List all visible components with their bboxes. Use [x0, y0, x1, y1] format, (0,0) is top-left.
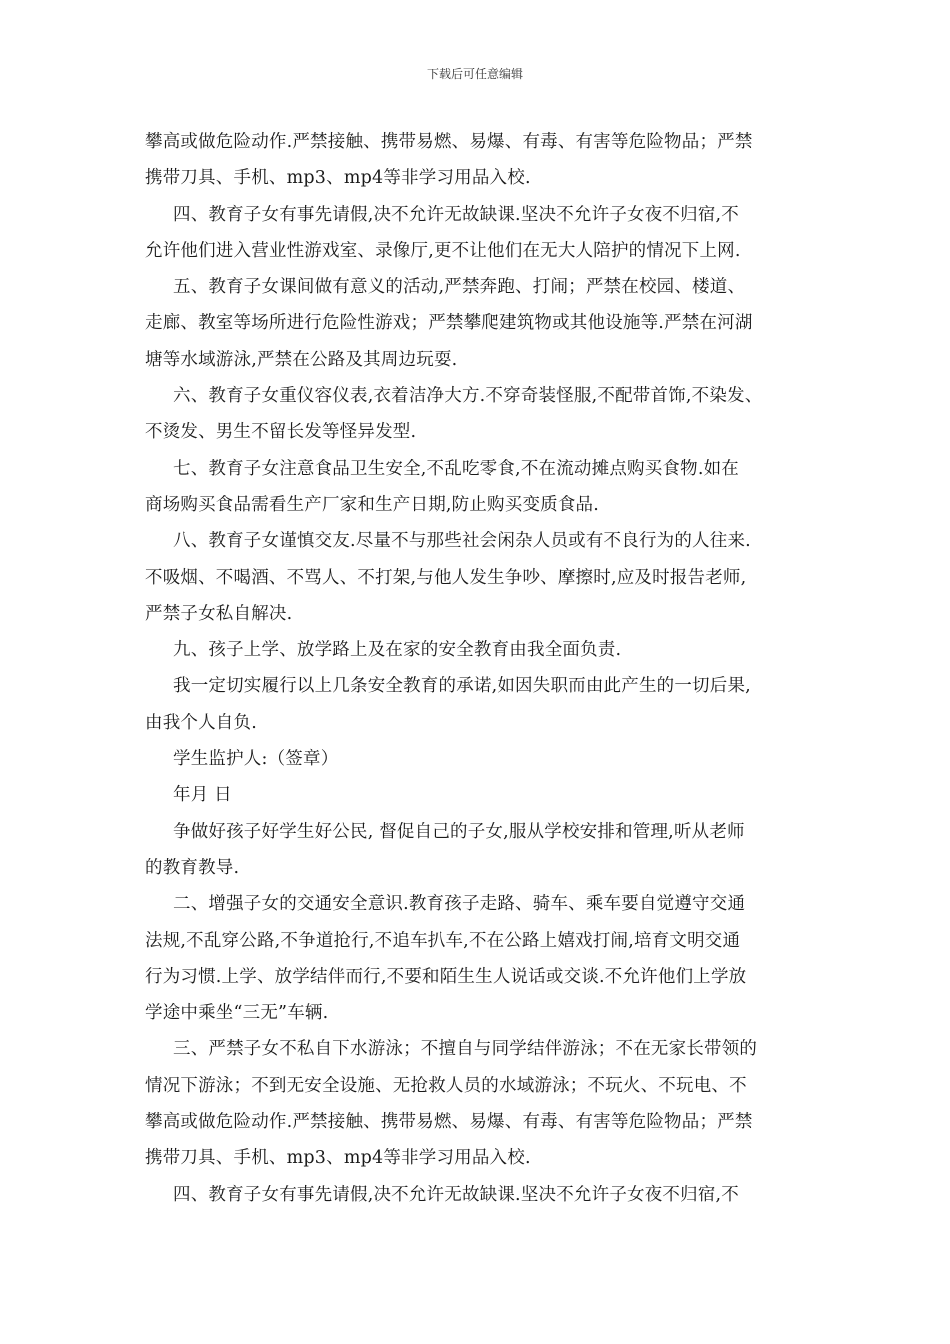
text-line: 严禁子女私自解决.	[145, 603, 293, 624]
text-line: 九、孩子上学、放学路上及在家的安全教育由我全面负责.	[173, 640, 622, 661]
text-line: 四、教育子女有事先请假,决不允许无故缺课.坚决不允许子女夜不归宿,不	[173, 204, 739, 225]
text-line: 攀高或做危险动作.严禁接触、携带易燃、易爆、有毒、有害等危险物品；严禁	[145, 132, 753, 152]
text-line: 四、教育子女有事先请假,决不允许无故缺课.坚决不允许子女夜不归宿,不	[173, 1184, 739, 1205]
text-line: 五、教育子女课间做有意义的活动,严禁奔跑、打闹；严禁在校园、楼道、	[173, 277, 746, 298]
text-line: 争做好孩子好学生好公民, 督促自己的子女,服从学校安排和管理,听从老师	[173, 821, 745, 842]
text-line: 年月 日	[173, 785, 232, 806]
text-line: 二、增强子女的交通安全意识.教育孩子走路、骑车、乘车要自觉遵守交通	[173, 894, 746, 915]
text-line: 法规,不乱穿公路,不争道抢行,不追车扒车,不在公路上嬉戏打闹,培育文明交通	[145, 930, 741, 951]
text-line: 携带刀具、手机、mp3、mp4等非学习用品入校.	[145, 168, 531, 189]
text-line: 商场购买食品需看生产厂家和生产日期,防止购买变质食品.	[145, 494, 600, 515]
text-line: 七、教育子女注意食品卫生安全,不乱吃零食,不在流动摊点购买食物.如在	[173, 458, 739, 479]
text-line: 情况下游泳；不到无安全设施、无抢救人员的水域游泳；不玩火、不玩电、不	[145, 1075, 747, 1096]
text-line: 由我个人自负.	[145, 712, 257, 733]
text-line: 学生监护人:（签章）	[173, 749, 339, 770]
document-body	[145, 124, 810, 1213]
page-header: 下载后可任意编辑	[426, 67, 523, 81]
text-line: 我一定切实履行以上几条安全教育的承诺,如因失职而由此产生的一切后果,	[173, 676, 751, 697]
text-line: 的教育教导.	[145, 857, 240, 878]
text-line: 八、教育子女谨慎交友.尽量不与那些社会闲杂人员或有不良行为的人往来.	[173, 531, 751, 552]
text-line: 不烫发、男生不留长发等怪异发型.	[145, 422, 417, 443]
text-line: 六、教育子女重仪容仪表,衣着洁净大方.不穿奇装怪服,不配带首饰,不染发、	[173, 386, 763, 407]
text-line: 塘等水域游泳,严禁在公路及其周边玩耍.	[145, 349, 458, 370]
text-line: 不吸烟、不喝酒、不骂人、不打架,与他人发生争吵、摩擦时,应及时报告老师,	[145, 567, 747, 588]
text-line: 三、严禁子女不私自下水游泳；不擅自与同学结伴游泳；不在无家长带领的	[173, 1039, 758, 1060]
text-line: 行为习惯.上学、放学结伴而行,不要和陌生生人说话或交谈.不允许他们上学放	[145, 966, 747, 987]
text-line: 允许他们进入营业性游戏室、录像厅,更不让他们在无大人陪护的情况下上网.	[145, 240, 741, 261]
text-line: 学途中乘坐“三无”车辆.	[145, 1003, 329, 1024]
text-line: 携带刀具、手机、mp3、mp4等非学习用品入校.	[145, 1148, 531, 1169]
text-line: 走廊、教室等场所进行危险性游戏；严禁攀爬建筑物或其他设施等.严禁在河湖	[145, 313, 753, 334]
text-line: 攀高或做危险动作.严禁接触、携带易燃、易爆、有毒、有害等危险物品；严禁	[145, 1112, 753, 1133]
